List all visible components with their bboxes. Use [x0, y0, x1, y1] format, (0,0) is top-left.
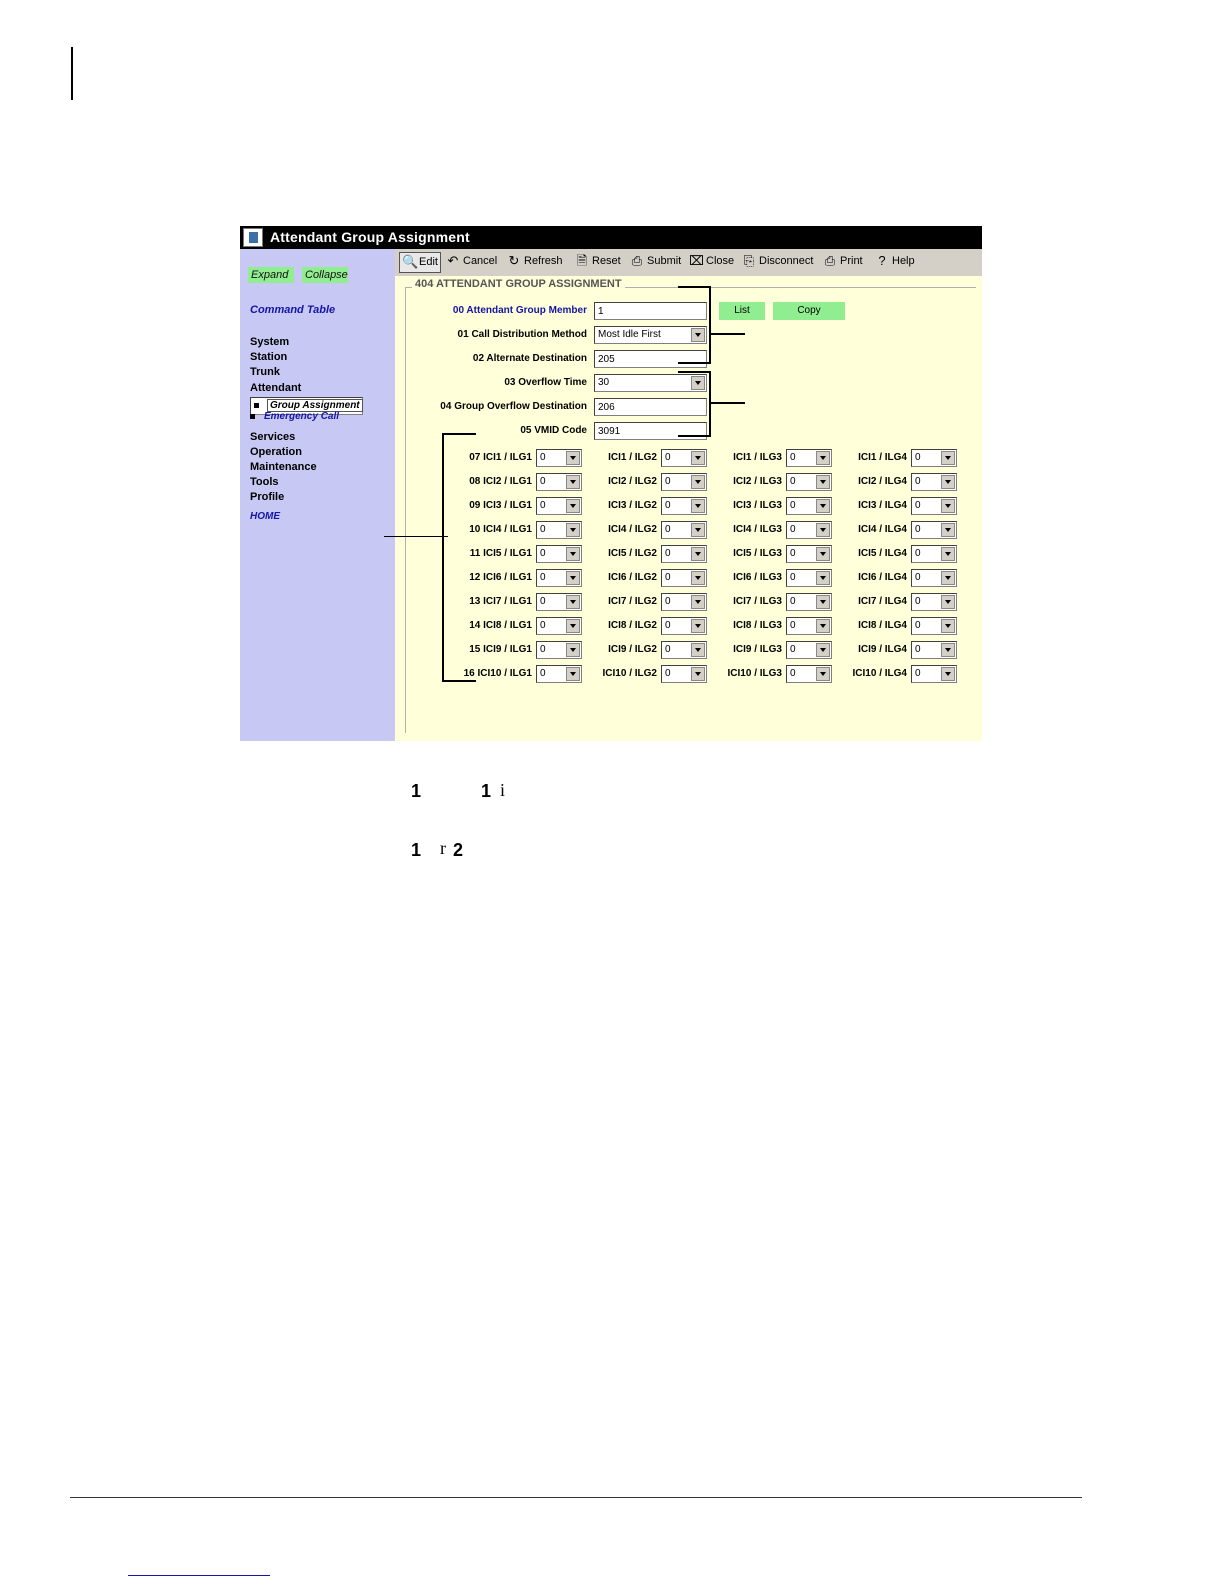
chevron-down-icon [566, 451, 580, 465]
grid-select-r8-c3[interactable] [786, 473, 832, 491]
chevron-down-icon [691, 595, 705, 609]
grid-select-value: 0 [915, 476, 921, 487]
callout-bracket-3 [442, 433, 476, 682]
call-distribution-method-label: 01 Call Distribution Method [457, 329, 587, 340]
attendant-group-member-label: 00 Attendant Group Member [452, 305, 587, 316]
grid-label-r7-c4: ICI1 / ILG4 [858, 452, 907, 463]
grid-select-r7-c4[interactable] [911, 449, 957, 467]
help-icon: ? [878, 253, 886, 268]
sidebar-subitem-emergency-call[interactable]: Emergency Call [250, 411, 339, 422]
chevron-down-icon [816, 547, 830, 561]
sidebar-item-tools[interactable]: Tools [250, 476, 279, 488]
sidebar-item-trunk[interactable]: Trunk [250, 366, 280, 378]
submit-icon: ⎙ [631, 253, 643, 268]
grid-label-r12-c1: 12 ICI6 / ILG1 [469, 572, 532, 583]
grid-select-value: 0 [790, 548, 796, 559]
grid-select-value: 0 [665, 572, 671, 583]
grid-select-r11-c4[interactable] [911, 545, 957, 563]
grid-select-value: 0 [790, 476, 796, 487]
bullet-icon [250, 414, 255, 419]
grid-select-r9-c4[interactable] [911, 497, 957, 515]
callout-number: 1 [411, 781, 422, 801]
grid-select-r16-c4[interactable] [911, 665, 957, 683]
chevron-down-icon [691, 643, 705, 657]
chevron-down-icon [566, 643, 580, 657]
chevron-down-icon [941, 571, 955, 585]
grid-select-r15-c1[interactable] [536, 641, 582, 659]
page-icon: 🗎 [576, 253, 588, 268]
grid-label-r10-c4: ICI4 / ILG4 [858, 524, 907, 535]
alternate-destination-label: 02 Alternate Destination [472, 353, 587, 364]
callout-number: 1 [481, 781, 492, 801]
chevron-down-icon [816, 619, 830, 633]
grid-select-value: 0 [540, 668, 546, 679]
footer-rule [70, 1497, 1082, 1498]
grid-label-r16-c3: ICI10 / ILG3 [727, 668, 782, 679]
chevron-down-icon [816, 499, 830, 513]
grid-label-r11-c4: ICI5 / ILG4 [858, 548, 907, 559]
grid-select-value: 0 [790, 644, 796, 655]
callout-text: i [500, 780, 506, 800]
chevron-down-icon [691, 619, 705, 633]
sidebar-subitem-group-assignment[interactable]: Group Assignment [250, 397, 363, 415]
grid-select-value: 0 [540, 644, 546, 655]
chevron-down-icon [816, 667, 830, 681]
grid-select-value: 0 [665, 668, 671, 679]
chevron-down-icon [566, 619, 580, 633]
callout-bracket-2 [678, 371, 711, 437]
chevron-down-icon [691, 667, 705, 681]
grid-label-r15-c1: 15 ICI9 / ILG1 [469, 644, 532, 655]
chevron-down-icon [691, 499, 705, 513]
grid-select-r16-c3[interactable] [786, 665, 832, 683]
alternate-destination-input[interactable]: 205 [594, 350, 707, 368]
grid-select-value: 0 [790, 500, 796, 511]
group-overflow-destination-label: 04 Group Overflow Destination [440, 401, 587, 412]
grid-label-r7-c2: ICI1 / ILG2 [608, 452, 657, 463]
grid-select-r12-c3[interactable] [786, 569, 832, 587]
chevron-down-icon [566, 571, 580, 585]
expand-button[interactable]: Expand [248, 267, 294, 283]
close-icon: ⌧ [689, 253, 704, 268]
grid-select-value: 0 [665, 548, 671, 559]
close-button[interactable]: ⌧ Close [689, 253, 735, 268]
grid-select-r8-c1[interactable] [536, 473, 582, 491]
sidebar-item-operation[interactable]: Operation [250, 446, 302, 458]
grid-label-r16-c1: 16 ICI10 / ILG1 [463, 668, 532, 679]
list-button[interactable]: List [719, 302, 765, 320]
grid-select-r14-c4[interactable] [911, 617, 957, 635]
chevron-down-icon [816, 475, 830, 489]
command-table-link[interactable]: Command Table [250, 304, 336, 316]
grid-label-r14-c2: ICI8 / ILG2 [608, 620, 657, 631]
grid-select-value: 0 [540, 620, 546, 631]
grid-select-r12-c2[interactable] [661, 569, 707, 587]
submit-button[interactable]: ⎙ Submit [631, 253, 682, 268]
grid-label-r8-c3: ICI2 / ILG3 [733, 476, 782, 487]
app-icon [243, 228, 263, 247]
grid-select-value: 0 [665, 620, 671, 631]
grid-select-value: 0 [915, 500, 921, 511]
sidebar-item-system[interactable]: System [250, 336, 290, 348]
grid-label-r8-c2: ICI2 / ILG2 [608, 476, 657, 487]
grid-select-r15-c2[interactable] [661, 641, 707, 659]
grid-select-r7-c2[interactable] [661, 449, 707, 467]
edit-icon: 🔍 [402, 254, 419, 270]
copy-button[interactable]: Copy [773, 302, 845, 320]
chevron-down-icon [816, 451, 830, 465]
grid-select-r13-c1[interactable] [536, 593, 582, 611]
form-area [395, 276, 982, 741]
grid-label-r7-c3: ICI1 / ILG3 [733, 452, 782, 463]
footer-link-underline [128, 1575, 270, 1576]
sidebar-item-station[interactable]: Station [250, 351, 288, 363]
chevron-down-icon [691, 475, 705, 489]
grid-select-r9-c2[interactable] [661, 497, 707, 515]
chevron-down-icon [941, 619, 955, 633]
grid-label-r10-c2: ICI4 / ILG2 [608, 524, 657, 535]
grid-label-r8-c1: 08 ICI2 / ILG1 [469, 476, 532, 487]
grid-select-value: 0 [540, 500, 546, 511]
grid-select-value: 0 [915, 524, 921, 535]
grid-select-value: 0 [540, 452, 546, 463]
grid-select-value: 0 [790, 620, 796, 631]
undo-icon: ↶ [447, 253, 459, 268]
grid-select-r14-c1[interactable] [536, 617, 582, 635]
grid-select-value: 0 [665, 524, 671, 535]
grid-select-value: 0 [790, 596, 796, 607]
grid-label-r9-c3: ICI3 / ILG3 [733, 500, 782, 511]
chevron-down-icon [566, 523, 580, 537]
grid-select-r9-c3[interactable] [786, 497, 832, 515]
grid-select-value: 0 [915, 644, 921, 655]
toolbar [395, 249, 982, 277]
grid-select-value: 0 [915, 572, 921, 583]
refresh-button[interactable]: ↻ Refresh [508, 253, 563, 268]
callout-leader-3 [384, 536, 448, 537]
chevron-down-icon [941, 643, 955, 657]
grid-label-r15-c3: ICI9 / ILG3 [733, 644, 782, 655]
grid-select-r11-c1[interactable] [536, 545, 582, 563]
callout-text: r [440, 838, 446, 858]
grid-select-r13-c4[interactable] [911, 593, 957, 611]
grid-select-value: 0 [665, 500, 671, 511]
chevron-down-icon [941, 499, 955, 513]
sidebar-item-services[interactable]: Services [250, 431, 296, 443]
grid-select-r10-c3[interactable] [786, 521, 832, 539]
grid-label-r10-c3: ICI4 / ILG3 [733, 524, 782, 535]
chevron-down-icon [816, 523, 830, 537]
chevron-down-icon [941, 667, 955, 681]
grid-select-value: 0 [540, 476, 546, 487]
grid-label-r12-c4: ICI6 / ILG4 [858, 572, 907, 583]
grid-label-r13-c1: 13 ICI7 / ILG1 [469, 596, 532, 607]
grid-select-r7-c3[interactable] [786, 449, 832, 467]
grid-select-value: 0 [665, 452, 671, 463]
grid-select-r15-c3[interactable] [786, 641, 832, 659]
grid-select-r7-c1[interactable] [536, 449, 582, 467]
grid-select-value: 0 [665, 596, 671, 607]
grid-label-r11-c3: ICI5 / ILG3 [733, 548, 782, 559]
callout-number: 2 [453, 840, 464, 860]
chevron-down-icon [941, 451, 955, 465]
grid-select-value: 0 [540, 548, 546, 559]
grid-label-r15-c4: ICI9 / ILG4 [858, 644, 907, 655]
chevron-down-icon [691, 571, 705, 585]
grid-select-value: 0 [790, 572, 796, 583]
grid-label-r13-c4: ICI7 / ILG4 [858, 596, 907, 607]
home-link[interactable]: HOME [250, 511, 280, 522]
grid-select-r10-c1[interactable] [536, 521, 582, 539]
chevron-down-icon [941, 475, 955, 489]
grid-select-r8-c4[interactable] [911, 473, 957, 491]
grid-select-r11-c3[interactable] [786, 545, 832, 563]
margin-change-bar [71, 47, 73, 100]
grid-label-r9-c1: 09 ICI3 / ILG1 [469, 500, 532, 511]
attendant-group-member-input[interactable]: 1 [594, 302, 707, 320]
grid-select-r9-c1[interactable] [536, 497, 582, 515]
grid-select-r13-c3[interactable] [786, 593, 832, 611]
form-legend: 404 ATTENDANT GROUP ASSIGNMENT [412, 278, 625, 290]
chevron-down-icon [941, 547, 955, 561]
grid-label-r15-c2: ICI9 / ILG2 [608, 644, 657, 655]
grid-select-r10-c2[interactable] [661, 521, 707, 539]
grid-select-r10-c4[interactable] [911, 521, 957, 539]
bullet-icon [254, 403, 259, 408]
grid-select-r16-c1[interactable] [536, 665, 582, 683]
grid-label-r10-c1: 10 ICI4 / ILG1 [469, 524, 532, 535]
grid-select-r16-c2[interactable] [661, 665, 707, 683]
grid-label-r9-c4: ICI3 / ILG4 [858, 500, 907, 511]
refresh-icon: ↻ [508, 253, 520, 268]
grid-label-r13-c2: ICI7 / ILG2 [608, 596, 657, 607]
grid-select-value: 0 [915, 668, 921, 679]
chevron-down-icon [691, 547, 705, 561]
grid-select-value: 0 [915, 548, 921, 559]
grid-select-value: 0 [915, 620, 921, 631]
chevron-down-icon [566, 475, 580, 489]
printer-icon: ⎙ [824, 253, 836, 268]
grid-select-r13-c2[interactable] [661, 593, 707, 611]
cancel-button[interactable]: ↶ Cancel [447, 253, 498, 268]
grid-select-r8-c2[interactable] [661, 473, 707, 491]
overflow-time-label: 03 Overflow Time [504, 377, 587, 388]
callout-bracket-1 [678, 286, 711, 364]
grid-select-r12-c1[interactable] [536, 569, 582, 587]
title-bar [240, 226, 982, 249]
chevron-down-icon [816, 643, 830, 657]
grid-label-r14-c1: 14 ICI8 / ILG1 [469, 620, 532, 631]
callout-leader-1 [711, 333, 745, 335]
grid-label-r9-c2: ICI3 / ILG2 [608, 500, 657, 511]
grid-label-r16-c2: ICI10 / ILG2 [602, 668, 657, 679]
grid-label-r14-c4: ICI8 / ILG4 [858, 620, 907, 631]
attendant-group-window [240, 226, 982, 741]
vmid-code-input[interactable]: 3091 [594, 422, 707, 440]
grid-select-value: 0 [540, 572, 546, 583]
chevron-down-icon [566, 499, 580, 513]
sidebar-item-maintenance[interactable]: Maintenance [250, 461, 317, 473]
grid-select-value: 0 [665, 476, 671, 487]
call-distribution-method-select[interactable]: Most Idle First [594, 326, 707, 344]
grid-select-value: 0 [915, 452, 921, 463]
chevron-down-icon [566, 667, 580, 681]
reset-button[interactable]: 🗎 Reset [576, 253, 621, 268]
chevron-down-icon [816, 595, 830, 609]
disconnect-icon: ⎘ [743, 253, 755, 268]
chevron-down-icon [566, 547, 580, 561]
help-button[interactable]: ? Help [875, 254, 915, 272]
chevron-down-icon [816, 571, 830, 585]
callout-number: 1 [411, 840, 422, 860]
chevron-down-icon [566, 595, 580, 609]
grid-select-r11-c2[interactable] [661, 545, 707, 563]
chevron-down-icon [941, 595, 955, 609]
chevron-down-icon [691, 523, 705, 537]
edit-button[interactable]: 🔍Edit [399, 252, 441, 273]
sidebar-item-attendant[interactable]: Attendant [250, 382, 302, 394]
grid-select-value: 0 [915, 596, 921, 607]
grid-select-value: 0 [790, 668, 796, 679]
grid-select-value: 0 [790, 452, 796, 463]
grid-select-r15-c4[interactable] [911, 641, 957, 659]
grid-label-r8-c4: ICI2 / ILG4 [858, 476, 907, 487]
grid-label-r13-c3: ICI7 / ILG3 [733, 596, 782, 607]
overflow-time-select[interactable]: 30 [594, 374, 707, 392]
grid-label-r7-c1: 07 ICI1 / ILG1 [469, 452, 532, 463]
window-title: Attendant Group Assignment [270, 229, 470, 245]
grid-select-r14-c2[interactable] [661, 617, 707, 635]
collapse-button[interactable]: Collapse [302, 267, 348, 283]
print-button[interactable]: ⎙ Print [824, 253, 863, 268]
grid-label-r16-c4: ICI10 / ILG4 [852, 668, 907, 679]
grid-label-r11-c2: ICI5 / ILG2 [608, 548, 657, 559]
sidebar [240, 249, 395, 741]
disconnect-button[interactable]: ⎘ Disconnect [743, 253, 814, 268]
grid-label-r12-c3: ICI6 / ILG3 [733, 572, 782, 583]
grid-select-r12-c4[interactable] [911, 569, 957, 587]
chevron-down-icon [941, 523, 955, 537]
vmid-code-label: 05 VMID Code [520, 425, 587, 436]
grid-select-value: 0 [540, 524, 546, 535]
grid-select-r14-c3[interactable] [786, 617, 832, 635]
chevron-down-icon [691, 451, 705, 465]
grid-select-value: 0 [790, 524, 796, 535]
grid-label-r12-c2: ICI6 / ILG2 [608, 572, 657, 583]
sidebar-item-profile[interactable]: Profile [250, 491, 285, 503]
callout-leader-2 [711, 402, 745, 404]
grid-label-r14-c3: ICI8 / ILG3 [733, 620, 782, 631]
grid-label-r11-c1: 11 ICI5 / ILG1 [469, 548, 532, 559]
grid-select-value: 0 [665, 644, 671, 655]
group-overflow-destination-input[interactable]: 206 [594, 398, 707, 416]
grid-select-value: 0 [540, 596, 546, 607]
